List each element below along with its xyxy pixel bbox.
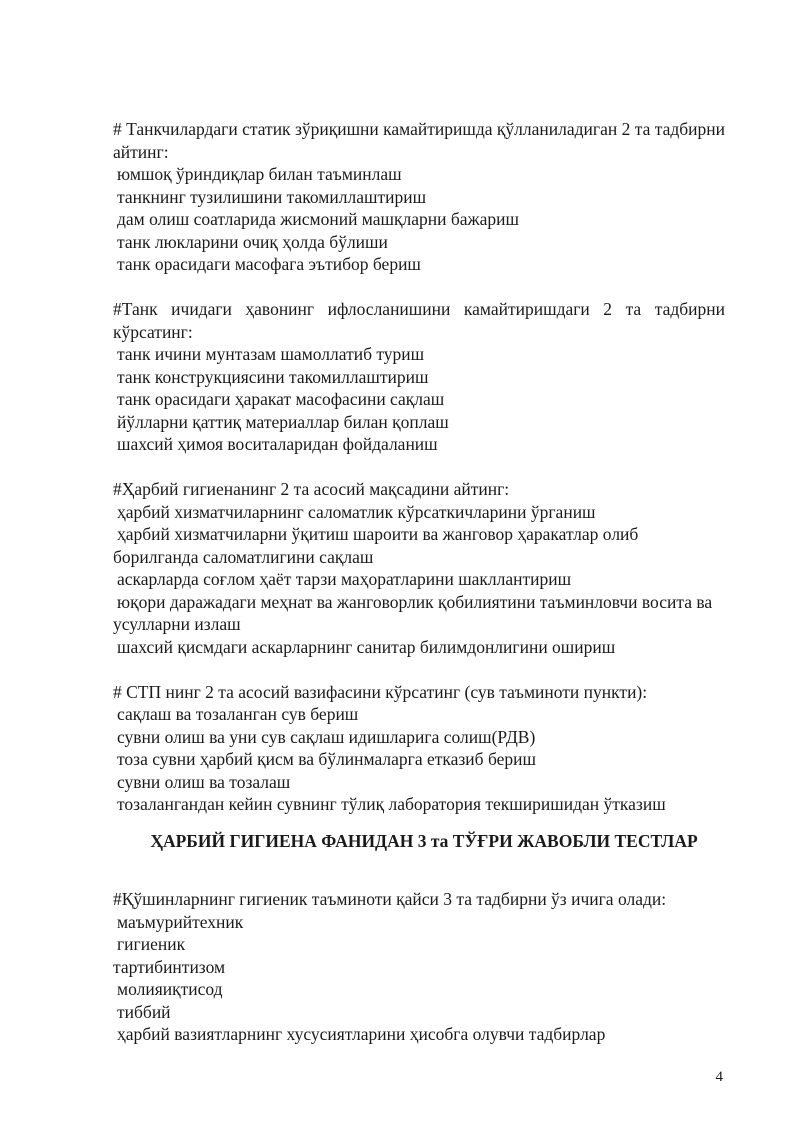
question-text: # СТП нинг 2 та асосий вазифасини кўрсатинг (сув таъминоти пункти): xyxy=(113,681,648,702)
answer-option: дам олиш соатларида жисмоний машқларни бажариш xyxy=(117,209,519,229)
question-block-2 xyxy=(113,298,725,456)
question-block-5 xyxy=(113,888,725,1046)
answer-option: йўлларни қаттиқ материаллар билан қоплаш xyxy=(117,411,449,432)
answer-option: ҳарбий хизматчиларнинг саломатлик кўрсаткичларини ўрганиш xyxy=(117,501,596,522)
question-text: # Танкчилардаги статик зўриқишни камайтиришда қўлланиладиган 2 та тадбирни айтинг: xyxy=(113,119,725,162)
answer-option: ҳарбий вазиятларнинг хусусиятларини ҳисобга олувчи тадбирлар xyxy=(117,1024,606,1044)
answer-option: шахсий қисмдаги аскарларнинг санитар билимдонлигини ошириш xyxy=(117,636,616,657)
answer-option: танк орасидаги масофага эътибор бериш xyxy=(117,254,421,274)
answer-option: шахсий ҳимоя воситаларидан фойдаланиш xyxy=(117,434,438,454)
section-heading: ҲАРБИЙ ГИГИЕНА ФАНИДАН 3 та ТЎҒРИ ЖАВОБЛИ ТЕСТЛАР xyxy=(150,830,698,851)
answer-option: танкнинг тузилишини такомиллаштириш xyxy=(117,186,427,207)
answer-option: тозалангандан кейин сувнинг тўлиқ лаборатория текширишидан ўтказиш xyxy=(117,794,666,814)
answer-option: танк люкларини очиқ ҳолда бўлиши xyxy=(117,231,388,252)
answer-option: танк ичини мунтазам шамоллатиб туриш xyxy=(117,344,425,364)
question-text: #Танк ичидаги ҳавонинг ифлосланишини камайтиришдаги 2 та тадбирни кўрсатинг: xyxy=(113,299,725,342)
answer-option: аскарларда соғлом ҳаёт тарзи маҳоратларини шакллантириш xyxy=(117,569,572,589)
question-block-1 xyxy=(113,118,725,276)
answer-option: танк орасидаги ҳаракат масофасини сақлаш xyxy=(117,389,445,409)
answer-option: ҳарбий хизматчиларни ўқитиш шароити ва жанговор ҳаракатлар олиб борилганда саломатлигини сақлаш xyxy=(113,524,639,567)
answer-option: сақлаш ва тозаланган сув бериш xyxy=(117,704,359,724)
answer-option: танк конструкциясини такомиллаштириш xyxy=(117,366,429,387)
answer-option: тартибинтизом xyxy=(113,956,226,977)
answer-option: гигиеник xyxy=(117,934,186,954)
question-text: #Ҳарбий гигиенанинг 2 та асосий мақсадини айтинг: xyxy=(113,479,510,499)
question-text: #Қўшинларнинг гигиеник таъминоти қайси 3 та тадбирни ўз ичига олади: xyxy=(113,889,667,909)
page-content xyxy=(113,118,725,1068)
question-block-3 xyxy=(113,478,725,658)
answer-option: сувни олиш ва тозалаш xyxy=(117,771,291,792)
page-number: 4 xyxy=(715,1069,723,1085)
answer-option: юқори даражадаги меҳнат ва жанговорлик қобилиятини таъминловчи восита ва усулларни излаш xyxy=(113,591,713,634)
answer-option: юмшоқ ўриндиқлар билан таъминлаш xyxy=(117,164,402,184)
answer-option: сувни олиш ва уни сув сақлаш идишларига солиш(РДВ) xyxy=(117,726,536,747)
answer-option: молияиқтисод xyxy=(117,979,223,999)
answer-option: маъмурийтехник xyxy=(117,911,244,932)
answer-option: тоза сувни ҳарбий қисм ва бўлинмаларга етказиб бериш xyxy=(117,749,536,769)
answer-option: тиббий xyxy=(117,1001,171,1022)
question-block-4 xyxy=(113,681,725,816)
